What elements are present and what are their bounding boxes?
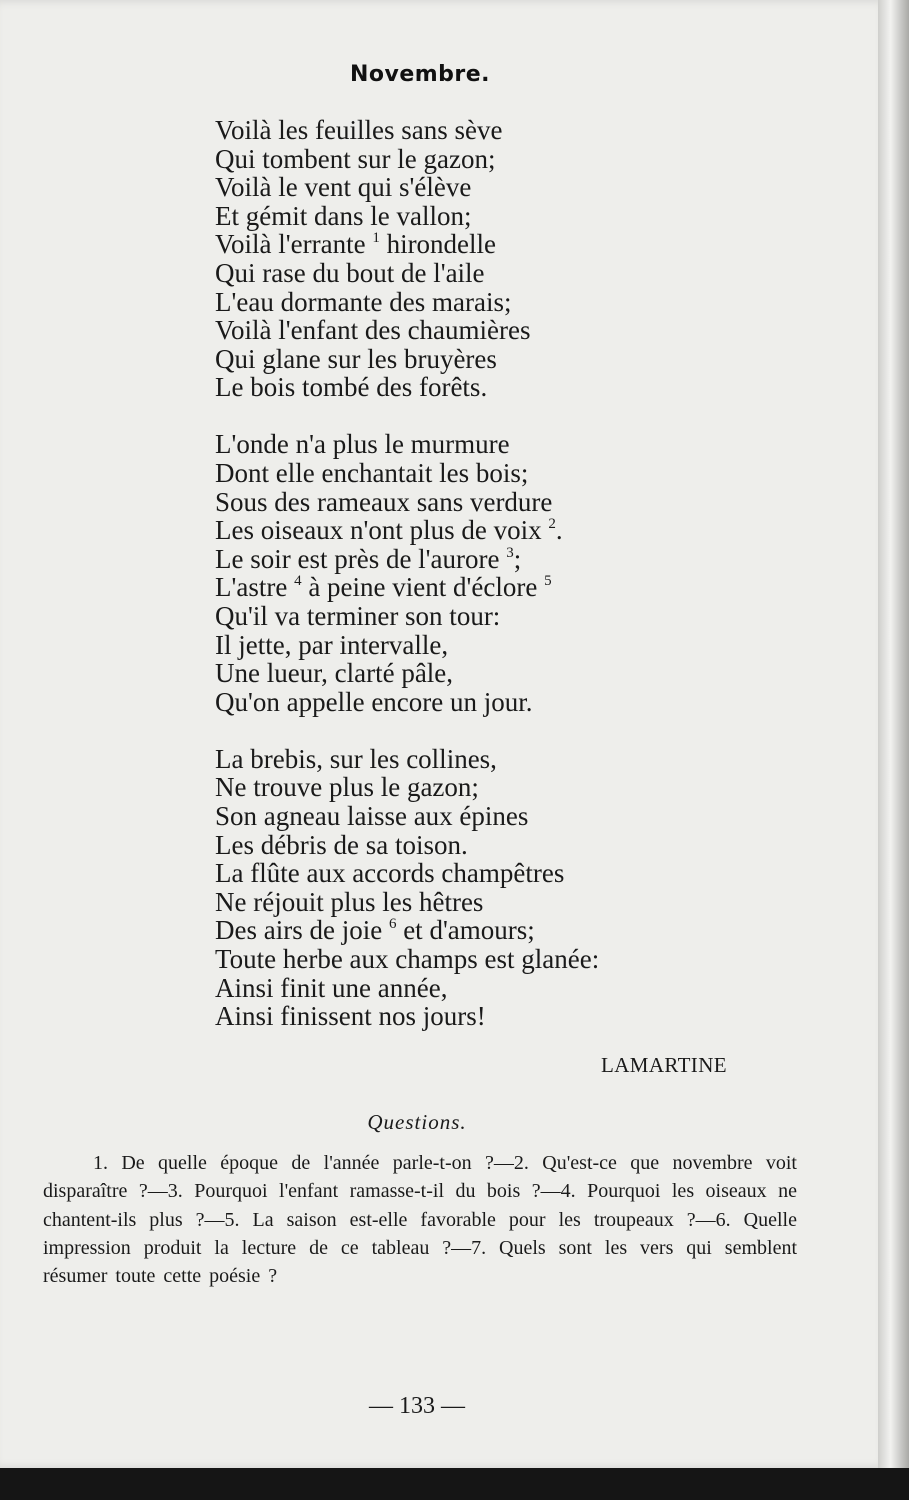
poem-line-text: à peine vient d'éclore xyxy=(301,572,545,603)
stanza xyxy=(215,745,599,1031)
poem-line-text: Ainsi finissent nos jours! xyxy=(215,1001,486,1032)
poem-line-text: Il jette, par intervalle, xyxy=(215,629,449,660)
poem-line-text: Le bois tombé des forêts. xyxy=(215,372,488,403)
poem-line xyxy=(215,745,599,774)
poem-line xyxy=(215,116,599,145)
poem-line xyxy=(215,173,599,202)
poem-line-text: Voilà les feuilles sans sève xyxy=(215,115,503,145)
poem-line-text: Et gémit dans le vallon; xyxy=(215,200,472,231)
poem-line xyxy=(215,974,599,1003)
poem-line-text: L'eau dormante des marais; xyxy=(215,286,512,317)
footnote-marker: 1 xyxy=(372,230,380,247)
poem-line xyxy=(215,145,599,174)
scan-bottom-border xyxy=(0,1468,909,1500)
poem-line-text: Qu'on appelle encore un jour. xyxy=(215,686,533,717)
poem-line-text: Sous des rameaux sans verdure xyxy=(215,486,553,517)
page-number: — 133 — xyxy=(369,1393,465,1419)
poem-line xyxy=(215,316,599,345)
poem-line xyxy=(215,888,599,917)
poem-line-text: Voilà l'enfant des chaumières xyxy=(215,315,531,346)
poem-line-text: Le soir est près de l'aurore xyxy=(215,543,507,574)
questions-text: 1. De quelle époque de l'année parle-t-on ?—2. Qu'est-ce que novembre voit disparaître ?—3. Pourquoi l'enfant ramasse-t-il du bois ?—4. Pourquoi les oiseaux ne chantent-ils plus ?—5. La saison est-elle favorable pour les troupeaux ?—6. Quelle impression produit la lecture de ce tableau ?—7. Quels sont les vers qui semblent résumer toute cette poésie ? xyxy=(43,1152,797,1288)
stanza xyxy=(215,116,599,402)
poem-line xyxy=(215,202,599,231)
poem-line-text: Une lueur, clarté pâle, xyxy=(215,658,454,689)
poem-line xyxy=(215,230,599,259)
poem-line xyxy=(215,916,599,945)
poem-line xyxy=(215,1002,599,1031)
footnote-marker: 4 xyxy=(294,573,302,590)
poem-line xyxy=(215,259,599,288)
poem-line-text: Dont elle enchantait les bois; xyxy=(215,458,529,489)
poem-line-text: La brebis, sur les collines, xyxy=(215,743,497,774)
poem-line-text: Qui glane sur les bruyères xyxy=(215,343,497,374)
page-edge xyxy=(878,0,909,1500)
footnote-marker: 6 xyxy=(388,916,397,933)
poem-line-text: Ne réjouit plus les hêtres xyxy=(215,886,484,917)
poem-line-text: Les oiseaux n'ont plus de voix xyxy=(215,515,549,546)
poem-line xyxy=(215,488,599,517)
poem xyxy=(215,116,599,1059)
poem-line-text: Qui tombent sur le gazon; xyxy=(215,143,496,174)
poem-line xyxy=(215,602,599,631)
poem-line-text: Ainsi finit une année, xyxy=(215,972,448,1003)
poem-line-text: Qui rase du bout de l'aile xyxy=(215,257,485,288)
poem-line-text: hirondelle xyxy=(379,229,497,260)
poem-line xyxy=(215,659,599,688)
poem-line xyxy=(215,802,599,831)
poem-line-text: Son agneau laisse aux épines xyxy=(215,801,529,832)
poem-line-text: Ne trouve plus le gazon; xyxy=(215,772,479,803)
poem-line-text: L'onde n'a plus le murmure xyxy=(215,429,510,460)
poem-line-text: Les débris de sa toison. xyxy=(215,829,468,860)
poem-line xyxy=(215,945,599,974)
footnote-marker: 2 xyxy=(548,516,556,533)
poem-line-text: Voilà l'errante xyxy=(215,229,373,260)
poem-line xyxy=(215,545,599,574)
poem-line-text: . xyxy=(555,515,563,546)
footnote-marker: 5 xyxy=(544,573,552,590)
poem-line xyxy=(215,516,599,545)
poem-line xyxy=(215,430,599,459)
poem-line xyxy=(215,831,599,860)
poem-line xyxy=(215,859,599,888)
poem-line xyxy=(215,288,599,317)
poem-line xyxy=(215,345,599,374)
poem-line xyxy=(215,773,599,802)
poem-line-text: La flûte aux accords champêtres xyxy=(215,858,565,889)
poem-line-text: Voilà le vent qui s'élève xyxy=(215,172,472,203)
poem-line xyxy=(215,573,599,602)
poem-line-text: Des airs de joie xyxy=(215,915,389,946)
author: LAMARTINE xyxy=(601,1053,727,1077)
poem-line xyxy=(215,631,599,660)
footnote-marker: 3 xyxy=(506,544,514,561)
poem-line-text: ; xyxy=(513,543,522,574)
poem-line xyxy=(215,373,599,402)
questions-heading: Questions. xyxy=(367,1110,467,1134)
poem-line-text: L'astre xyxy=(215,572,295,603)
page-title: Novembre. xyxy=(349,62,491,87)
stanza xyxy=(215,430,599,716)
poem-line-text: et d'amours; xyxy=(396,915,535,946)
poem-line-text: Qu'il va terminer son tour: xyxy=(215,601,501,631)
poem-line xyxy=(215,688,599,717)
poem-line-text: Toute herbe aux champs est glanée: xyxy=(215,944,600,975)
poem-line xyxy=(215,459,599,488)
